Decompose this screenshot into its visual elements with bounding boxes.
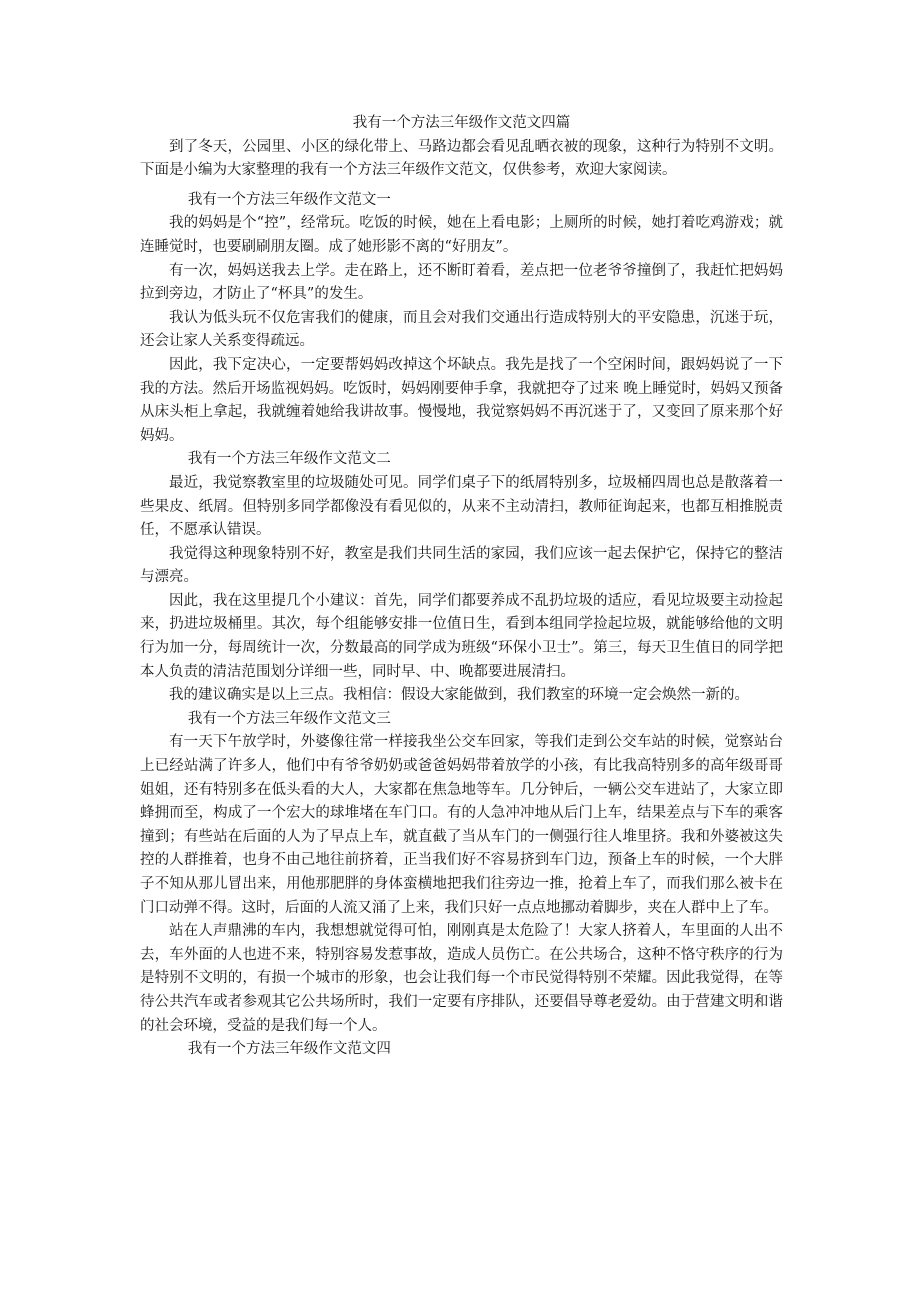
essay-4-heading: 我有一个方法三年级作文范文四	[187, 1041, 391, 1058]
essay-3-paragraph: 有一天下午放学时，外婆像往常一样接我坐公交车回家，等我们走到公交车站的时候，觉察站台上已经站满了许多人，他们中有爷爷奶奶或爸爸妈妈带着放学的小孩，有比我高特别多的高年级哥哥姐姐，还有特别多在低头看的大人，大家都在焦急地等车。几分钟后，一辆公交车进站了，大家立即蜂拥而至，构成了一个宏大的球堆堵在车门口。有的人急冲冲地从后门上车，结果差点与下车的乘客撞到；有些站在后面的人为了早点上车，就直截了当从车门的一侧强行往人堆里挤。我和外婆被这失控的人群推着，也身不由己地往前挤着，正当我们好不容易挤到车门边，预备上车的时候，一个大胖子不知从那儿冒出来，用他那肥胖的身体蛮横地把我们往旁边一推，抢着上车了，而我们那么被卡在门口动弹不得。这时，后面的人流又涌了上来，我们只好一点点地挪动着脚步，夹在人群中上了车。	[140, 734, 783, 916]
essay-2-paragraph: 我觉得这种现象特别不好，教室是我们共同生活的家园，我们应该一起去保护它，保持它的整洁与漂亮。	[140, 545, 783, 586]
essay-2-heading: 我有一个方法三年级作文范文二	[187, 451, 391, 468]
essay-3-heading: 我有一个方法三年级作文范文三	[187, 710, 391, 727]
essay-1-paragraph: 有一次，妈妈送我去上学。走在路上，还不断盯着看，差点把一位老爷爷撞倒了，我赶忙把妈妈拉到旁边，才防止了“杯具”的发生。	[140, 262, 783, 303]
document-title: 我有一个方法三年级作文范文四篇	[352, 115, 571, 131]
document-page	[140, 112, 783, 1062]
essay-1-heading: 我有一个方法三年级作文范文一	[187, 191, 391, 208]
essay-3-paragraph: 站在人声鼎沸的车内，我想想就觉得可怕，刚刚真是太危险了！大家人挤着人，车里面的人出不去，车外面的人也进不来，特别容易发惹事故，造成人员伤亡。在公共场合，这种不恪守秩序的行为是特别不文明的，有损一个城市的形象，也会让我们每一个市民觉得特别不荣耀。因此我觉得，在等待公共汽车或者参观其它公共场所时，我们一定要有序排队，还要倡导尊老爱幼。由于营建文明和谐的社会环境，受益的是我们每一个人。	[140, 923, 783, 1034]
essay-2-paragraph: 因此，我在这里提几个小建议：首先，同学们都要养成不乱扔垃圾的适应，看见垃圾要主动捡起来，扔进垃圾桶里。其次，每个组能够安排一位值日生，看到本组同学捡起垃圾，就能够给他的文明行为加一分，每周统计一次，分数最高的同学成为班级“环保小卫士”。第三，每天卫生值日的同学把本人负责的清洁范围划分详细一些，同时早、中、晚都要进展清扫。	[140, 592, 783, 680]
essay-1-paragraph: 我的妈妈是个“控”，经常玩。吃饭的时候，她在上看电影；上厕所的时候，她打着吃鸡游戏；就连睡觉时，也要刷刷朋友圈。成了她形影不离的“好朋友”。	[140, 215, 783, 255]
intro-paragraph: 到了冬天，公园里、小区的绿化带上、马路边都会看见乱晒衣被的现象，这种行为特别不文明。下面是小编为大家整理的我有一个方法三年级作文范文，仅供参考，欢迎大家阅读。	[140, 138, 783, 179]
essay-2-paragraph: 最近，我觉察教室里的垃圾随处可见。同学们桌子下的纸屑特别多，垃圾桶四周也总是散落着一些果皮、纸屑。但特别多同学都像没有看见似的，从来不主动清扫，教师征询起来，也都互相推脱责任，不愿承认错误。	[140, 474, 783, 539]
essay-2-paragraph: 我的建议确实是以上三点。我相信：假设大家能做到，我们教室的环境一定会焕然一新的。	[169, 687, 749, 704]
essay-1-paragraph: 因此，我下定决心，一定要帮妈妈改掉这个坏缺点。我先是找了一个空闲时间，跟妈妈说了一下我的方法。然后开场监视妈妈。吃饭时，妈妈刚要伸手拿，我就把夺了过来 晚上睡觉时，妈妈又预备从床头柜上拿起，我就缠着她给我讲故事。慢慢地，我觉察妈妈不再沉迷于了，又变回了原来那个好妈妈。	[140, 356, 783, 444]
essay-1-paragraph: 我认为低头玩不仅危害我们的健康，而且会对我们交通出行造成特别大的平安隐患，沉迷于玩，还会让家人关系变得疏远。	[140, 309, 783, 350]
